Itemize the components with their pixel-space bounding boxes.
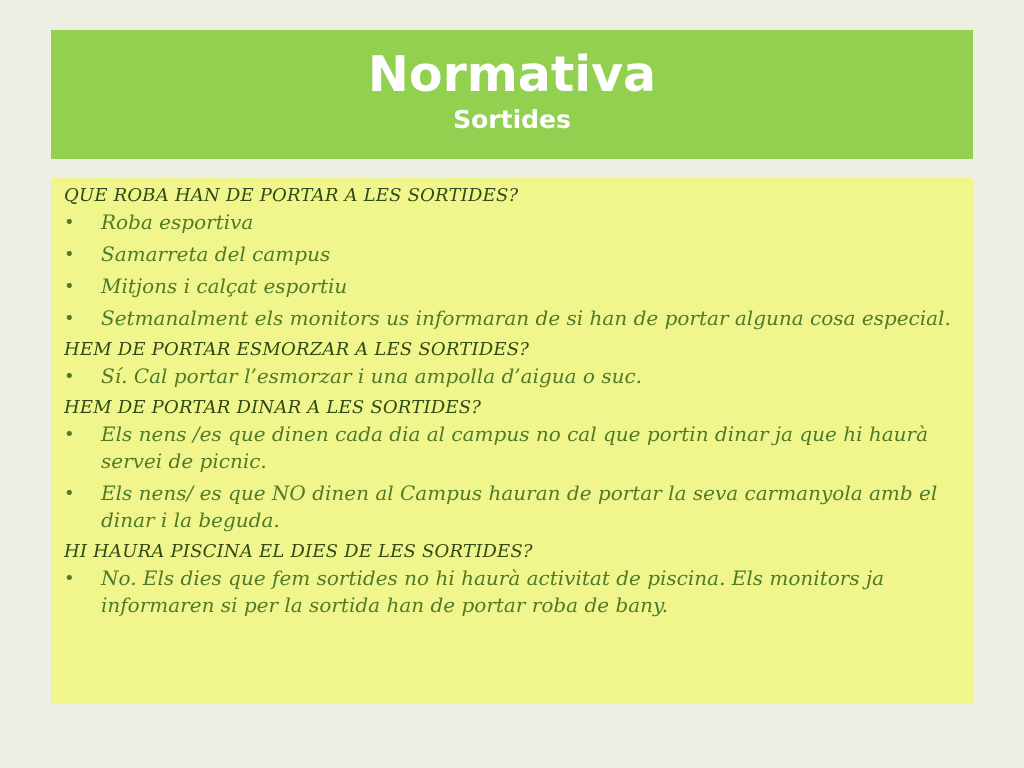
answer-list-lunch — [64, 421, 959, 534]
bullet-icon: • — [64, 212, 75, 233]
list-item — [64, 305, 959, 332]
list-item — [64, 273, 959, 300]
answer-text: Samarreta del campus — [101, 242, 331, 266]
list-item — [64, 565, 959, 619]
question-lunch: HEM DE PORTAR DINAR A LES SORTIDES? — [64, 397, 482, 418]
content-panel — [51, 178, 973, 704]
list-item — [64, 241, 959, 268]
answer-list-pool — [64, 565, 959, 619]
answer-list-clothing — [64, 209, 959, 332]
question-clothing: QUE ROBA HAN DE PORTAR A LES SORTIDES? — [64, 185, 519, 206]
answer-text: Mitjons i calçat esportiu — [101, 274, 348, 298]
bullet-icon: • — [64, 568, 75, 589]
list-item — [64, 421, 959, 475]
answer-text: Sí. Cal portar l’esmorzar i una ampolla d’aigua o suc. — [101, 364, 643, 388]
question-breakfast: HEM DE PORTAR ESMORZAR A LES SORTIDES? — [64, 339, 530, 360]
bullet-icon: • — [64, 424, 75, 445]
bullet-icon: • — [64, 308, 75, 329]
question-pool: HI HAURA PISCINA EL DIES DE LES SORTIDES? — [64, 541, 533, 562]
answer-text: No. Els dies que fem sortides no hi haurà activitat de piscina. Els monitors ja informaren si per la sortida han de portar roba de bany. — [101, 566, 885, 617]
answer-text: Roba esportiva — [101, 210, 254, 234]
list-item — [64, 209, 959, 236]
list-item — [64, 363, 959, 390]
answer-text: Els nens /es que dinen cada dia al campus no cal que portin dinar ja que hi haurà servei de picnic. — [101, 422, 929, 473]
title-banner — [51, 30, 973, 159]
answer-text: Setmanalment els monitors us informaran de si han de portar alguna cosa especial. — [101, 306, 951, 330]
bullet-icon: • — [64, 276, 75, 297]
list-item — [64, 480, 959, 534]
answer-list-breakfast — [64, 363, 959, 390]
bullet-icon: • — [64, 244, 75, 265]
bullet-icon: • — [64, 366, 75, 387]
slide-subtitle: Sortides — [453, 105, 571, 134]
bullet-icon: • — [64, 483, 75, 504]
slide-title: Normativa — [367, 46, 657, 103]
answer-text: Els nens/ es que NO dinen al Campus hauran de portar la seva carmanyola amb el dinar i la beguda. — [101, 481, 938, 532]
